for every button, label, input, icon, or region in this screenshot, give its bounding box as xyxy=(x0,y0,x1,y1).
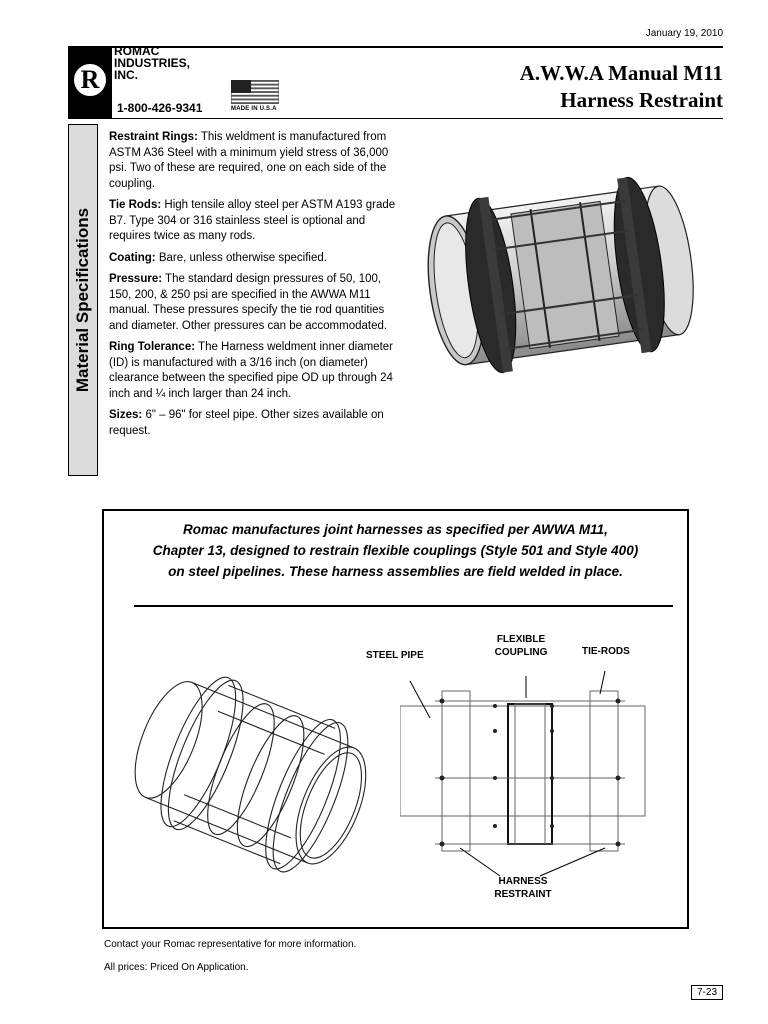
label-harness-restraint xyxy=(488,875,558,901)
sidebar-tab xyxy=(68,124,98,476)
made-in-usa-text: MADE IN U.S.A xyxy=(231,106,277,112)
harness-schematic-drawing xyxy=(400,636,650,906)
spec-term: Ring Tolerance: xyxy=(109,341,196,353)
label-flexible-coupling xyxy=(489,633,553,659)
us-flag-icon xyxy=(231,80,279,104)
page-number: 7-23 xyxy=(691,985,723,1000)
romac-logo xyxy=(68,46,112,118)
document-date: January 19, 2010 xyxy=(645,28,723,39)
company-line-3: INC. xyxy=(114,68,138,82)
spec-coating xyxy=(109,251,401,267)
box-heading xyxy=(114,519,677,582)
harness-restraint-3d-illustration xyxy=(415,155,715,395)
spec-term: Restraint Rings: xyxy=(109,131,198,143)
spec-restraint-rings xyxy=(109,130,401,192)
logo-letter: R xyxy=(72,62,108,98)
contact-note: Contact your Romac representative for more information. xyxy=(104,939,357,950)
label-harness: HARNESS xyxy=(498,876,548,887)
spec-term: Coating: xyxy=(109,251,156,264)
spec-sizes xyxy=(109,408,401,439)
spec-tie-rods xyxy=(109,198,401,245)
spec-text: The Harness weldment inner diameter (ID) is manufactured with a 3/16 inch (on diameter) clearance between the specified pipe OD up through 24 inch and ¼ inch larger than 24 inch. xyxy=(109,341,393,400)
label-tie-rods: TIE-RODS xyxy=(582,646,630,657)
company-line-2: INDUSTRIES, xyxy=(114,56,191,70)
label-steel-pipe: STEEL PIPE xyxy=(366,650,424,661)
spec-term: Pressure: xyxy=(109,273,163,285)
harness-isometric-drawing xyxy=(122,649,384,899)
page-title-line-1: A.W.W.A Manual M11 xyxy=(519,61,723,85)
spec-text: The standard design pressures of 50, 100, 150, 200, & 250 psi are specified in the AWWA M11 manual. These pressures specify the tie rod quantities and diameter. Other pressures can be accommodated. xyxy=(109,273,388,332)
box-heading-line-1: Romac manufactures joint harnesses as specified per AWWA M11, xyxy=(183,522,608,537)
spec-text: Bare, unless otherwise specified. xyxy=(155,251,327,264)
specifications-list xyxy=(109,130,401,445)
prices-note: All prices: Priced On Application. xyxy=(104,962,249,973)
spec-pressure xyxy=(109,272,401,334)
spec-text: High tensile alloy steel per ASTM A193 grade B7. Type 304 or 316 stainless steel is optional and requires twice as many rods. xyxy=(109,199,396,242)
company-name xyxy=(114,45,204,81)
label-coupling: COUPLING xyxy=(494,647,548,658)
spec-text: This weldment is manufactured from ASTM A36 Steel with a minimum yield stress of 36,000 psi. Two of these are required, one on each side of the coupling. xyxy=(109,131,389,190)
box-heading-line-3: on steel pipelines. These harness assemblies are field welded in place. xyxy=(168,564,623,579)
label-flexible: FLEXIBLE xyxy=(496,634,546,645)
label-restraint: RESTRAINT xyxy=(494,889,552,900)
spec-term: Sizes: xyxy=(109,409,143,421)
header-bottom-rule xyxy=(68,118,723,119)
spec-ring-tolerance xyxy=(109,340,401,402)
spec-term: Tie Rods: xyxy=(109,199,162,211)
harness-info-box xyxy=(102,509,689,929)
company-line-1: ROMAC xyxy=(114,44,160,58)
spec-text: 6" – 96" for steel pipe. Other sizes available on request. xyxy=(109,409,384,437)
box-heading-line-2: Chapter 13, designed to restrain flexible couplings (Style 501 and Style 400) xyxy=(152,543,639,558)
box-divider xyxy=(134,605,673,607)
page-title-line-2: Harness Restraint xyxy=(560,88,723,112)
sidebar-label: Material Specifications xyxy=(73,207,92,393)
phone-number: 1-800-426-9341 xyxy=(117,101,203,115)
